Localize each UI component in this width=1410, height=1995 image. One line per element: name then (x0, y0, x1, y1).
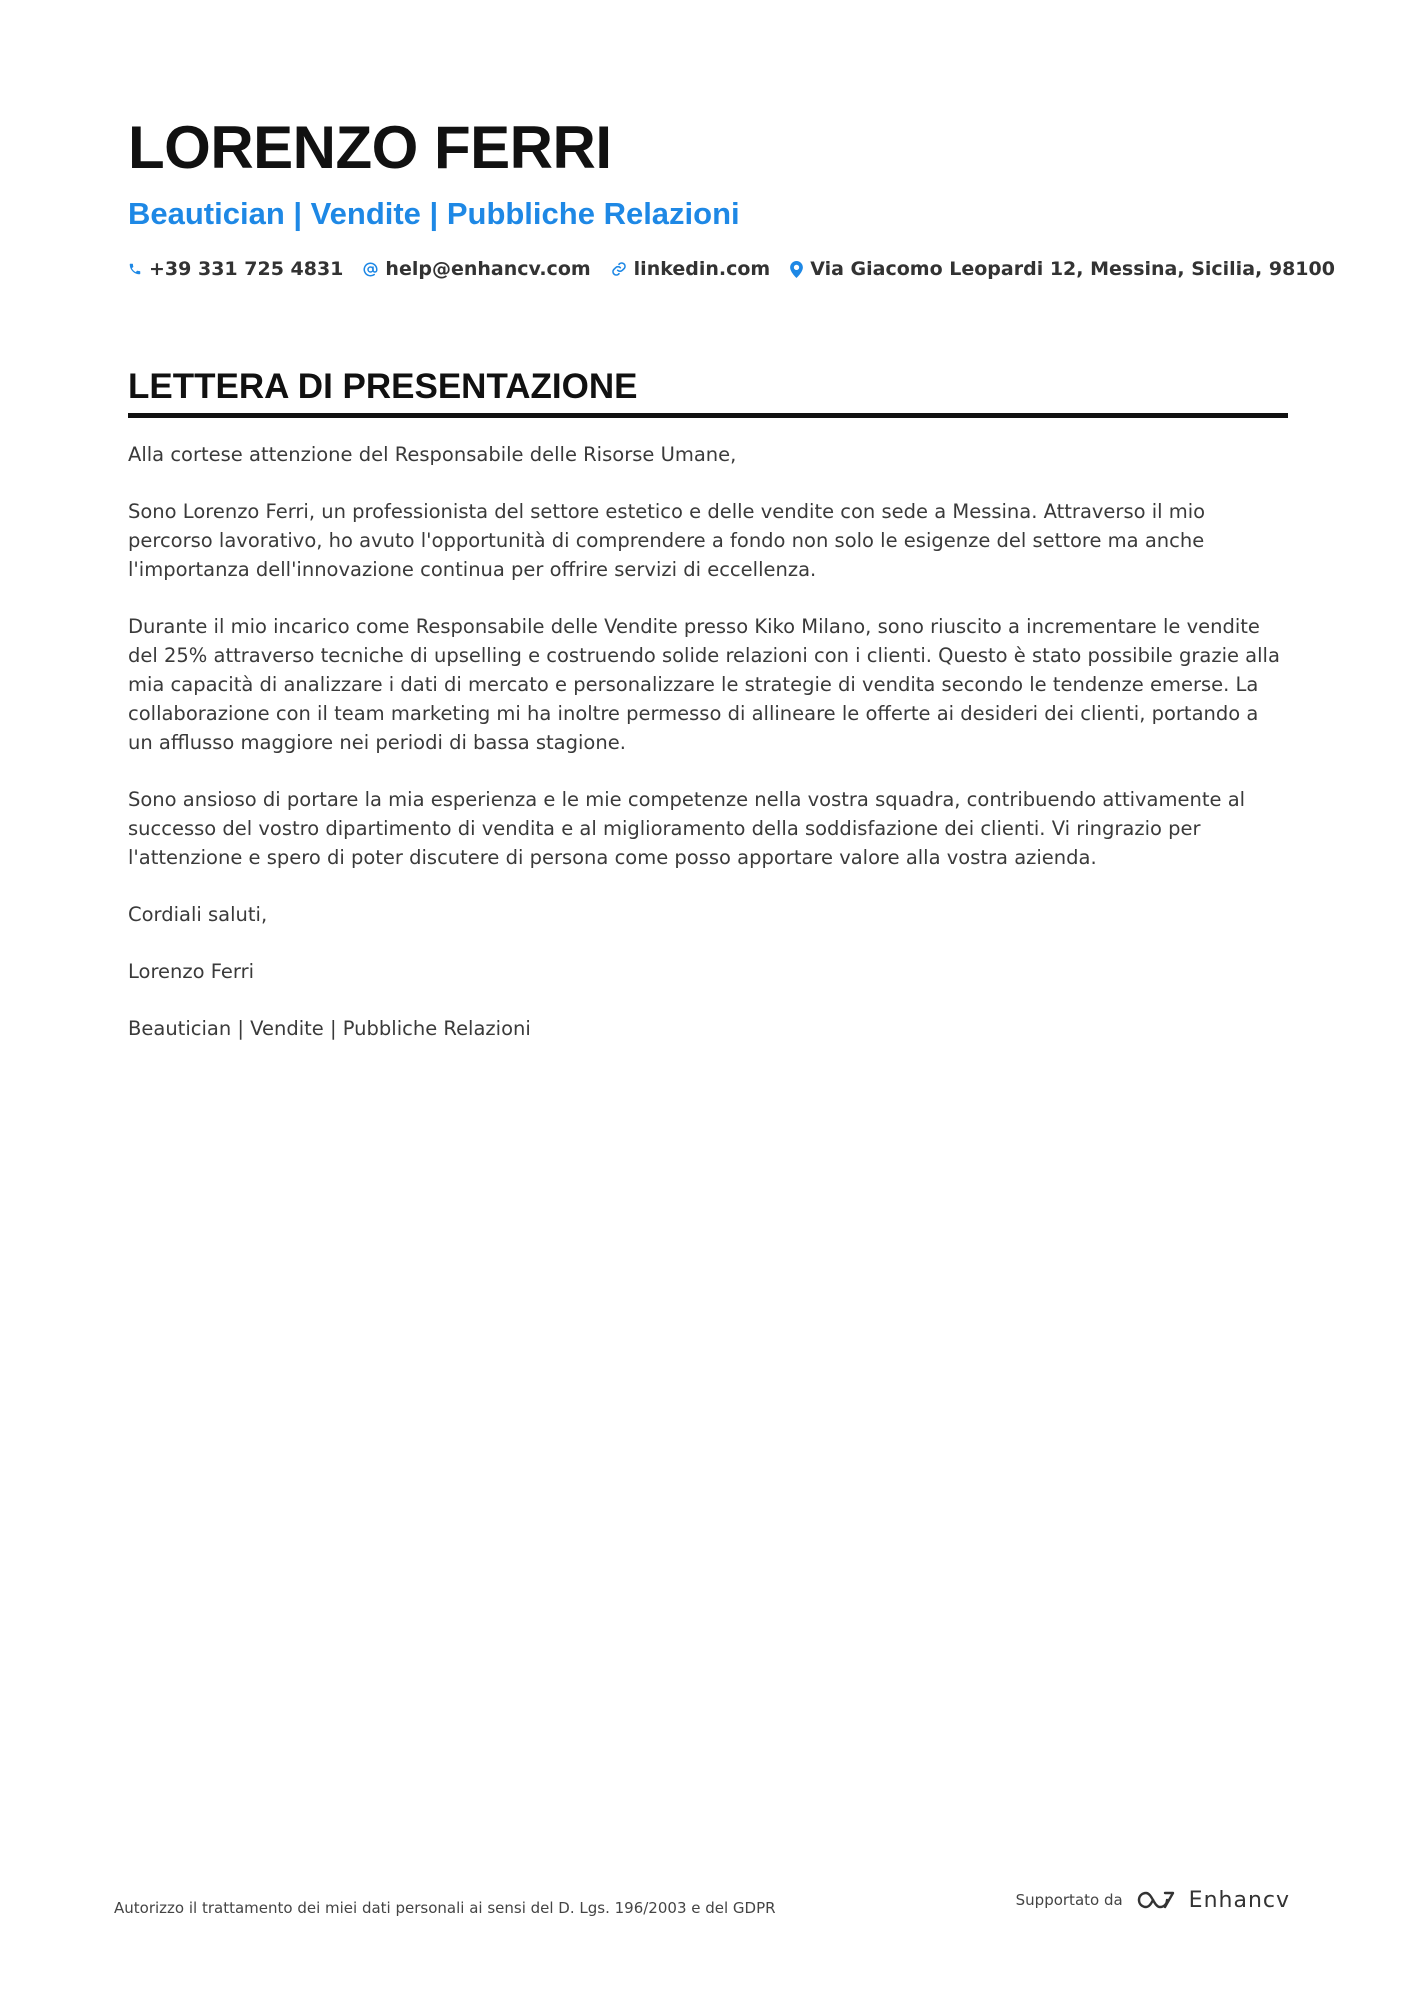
letter-header (128, 112, 1335, 282)
powered-by-label: Supportato da (1015, 1891, 1123, 1909)
signature-name: Lorenzo Ferri (128, 960, 255, 983)
contact-address-text: Via Giacomo Leopardi 12, Messina, Sicilia, 98100 (810, 258, 1335, 280)
location-pin-icon (790, 261, 803, 278)
letter-salutation: Alla cortese attenzione del Responsabile delle Risorse Umane, (128, 443, 737, 466)
signature-title: Beautician | Vendite | Pubbliche Relazioni (128, 1017, 531, 1040)
powered-by[interactable] (1016, 1888, 1290, 1913)
page-footer (114, 1880, 1290, 1920)
cover-letter-section (128, 365, 1288, 1071)
letter-closing: Cordiali saluti, (128, 903, 268, 926)
section-title: LETTERA DI PRESENTAZIONE (128, 365, 1288, 418)
contact-email[interactable] (363, 256, 590, 282)
brand-wordmark: Enhancv (1188, 1887, 1290, 1913)
candidate-headline: Beautician | Vendite | Pubbliche Relazioni (128, 196, 740, 231)
letter-paragraph: Durante il mio incarico come Responsabile delle Vendite presso Kiko Milano, sono riuscito a incrementare le vendite del 25% attraverso tecniche di upselling e costruendo solide relazioni con i clienti. Questo è stato possibile grazie alla mia capacità di analizzare i dati di mercato e personalizzare le strategie di vendita secondo le tendenze emerse. La collaborazione con il team marketing mi ha inoltre permesso di allineare le offerte ai desideri dei clienti, portando a un afflusso maggiore nei periodi di bassa stagione. (128, 615, 1280, 754)
link-icon (611, 261, 627, 277)
letter-paragraph: Sono ansioso di portare la mia esperienza e le mie competenze nella vostra squadra, contribuendo attivamente al successo del vostro dipartimento di vendita e al miglioramento della soddisfazione dei clienti. Vi ringrazio per l'attenzione e spero di poter discutere di persona come posso apportare valore alla vostra azienda. (128, 788, 1246, 869)
contact-phone[interactable] (128, 256, 343, 282)
candidate-name: LORENZO FERRI (128, 114, 612, 181)
at-sign-icon (363, 262, 378, 277)
contact-phone-text: +39 331 725 4831 (149, 258, 344, 280)
contact-link-text: linkedin.com (633, 258, 771, 280)
letter-paragraph: Sono Lorenzo Ferri, un professionista del settore estetico e delle vendite con sede a Messina. Attraverso il mio percorso lavorativo, ho avuto l'opportunità di comprendere a fondo non solo le esigenze del settore ma anche l'importanza dell'innovazione continua per offrire servizi di eccellenza. (128, 500, 1206, 581)
contact-address (790, 256, 1335, 282)
contact-email-text: help@enhancv.com (385, 258, 591, 280)
privacy-consent: Autorizzo il trattamento dei miei dati personali ai sensi del D. Lgs. 196/2003 e del GDPR (114, 1899, 776, 1917)
contact-bar (128, 256, 1335, 282)
enhancv-logo (1135, 1888, 1290, 1913)
enhancv-mark-icon (1135, 1888, 1179, 1912)
contact-link[interactable] (611, 256, 771, 282)
letter-body (128, 440, 1288, 1043)
phone-icon (128, 262, 142, 276)
